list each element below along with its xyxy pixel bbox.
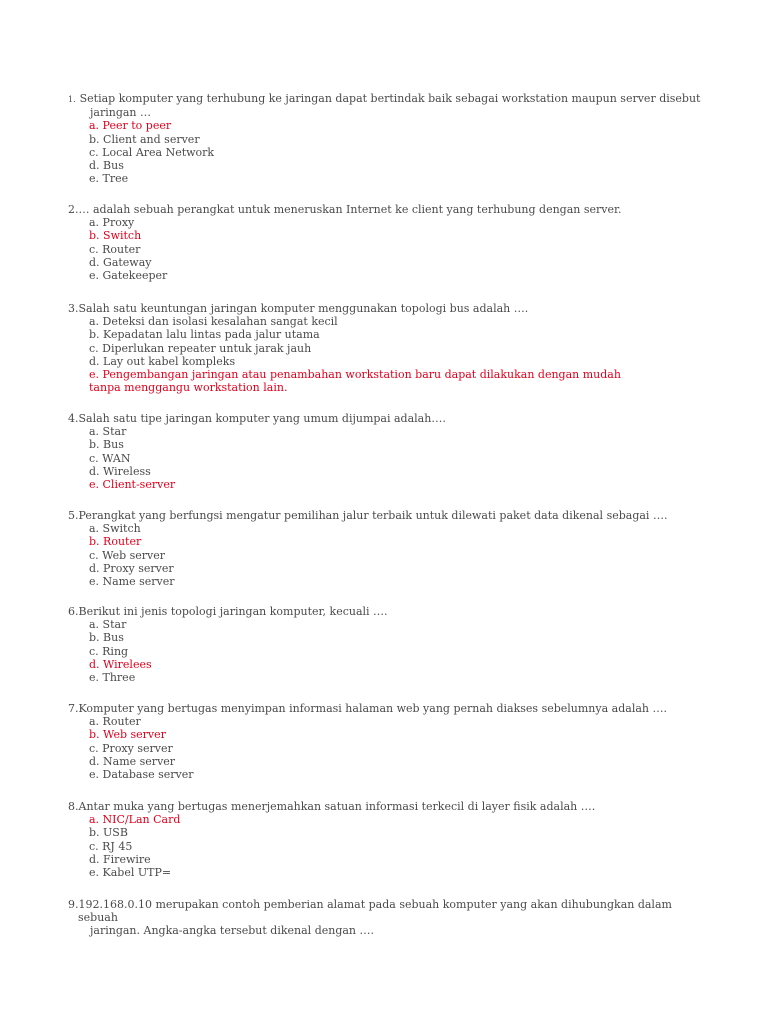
answer-option: d. Bus xyxy=(89,159,124,173)
question-text: … adalah sebuah perangkat untuk meneruskan Internet ke client yang terhubung dengan server. xyxy=(78,203,622,216)
answer-options xyxy=(68,425,708,491)
answer-option: c. Ring xyxy=(89,644,129,658)
question-text: Setiap komputer yang terhubung ke jaringan dapat bertindak baik sebagai workstation maupun server disebut xyxy=(79,92,701,105)
answer-option: d. Firewire xyxy=(89,852,151,866)
question-5 xyxy=(68,509,708,588)
answer-option: d. Proxy server xyxy=(89,561,174,575)
question-stem xyxy=(68,702,708,715)
question-number: 1. xyxy=(68,95,76,104)
answer-option: e. Three xyxy=(89,671,136,685)
question-text-continuation: jaringan. Angka-angka tersebut dikenal dengan …. xyxy=(90,924,375,938)
answer-option: c. WAN xyxy=(89,451,131,465)
answer-options xyxy=(68,119,708,185)
answer-option: c. RJ 45 xyxy=(89,839,133,853)
answer-option: a. Star xyxy=(89,425,127,439)
question-number: 7. xyxy=(68,702,79,715)
question-text: Salah satu keuntungan jaringan komputer menggunakan topologi bus adalah …. xyxy=(78,302,529,315)
question-stem xyxy=(68,800,708,813)
question-text-continuation: jaringan … xyxy=(90,106,152,120)
answer-option: c. Local Area Network xyxy=(89,145,215,159)
answer-option: e. Gatekeeper xyxy=(89,269,168,283)
answer-option: b. Bus xyxy=(89,631,124,645)
question-stem xyxy=(68,509,708,522)
answer-option: d. Name server xyxy=(89,754,176,768)
answer-option: e. Database server xyxy=(89,768,194,782)
answer-options xyxy=(68,813,708,879)
question-number: 2. xyxy=(68,203,79,216)
question-1 xyxy=(68,92,708,185)
question-6 xyxy=(68,605,708,684)
question-number: 3. xyxy=(68,302,79,315)
answer-option-correct: d. Wirelees xyxy=(89,657,152,671)
question-text: Salah satu tipe jaringan komputer yang umum dijumpai adalah…. xyxy=(78,412,446,425)
answer-option: e. Kabel UTP= xyxy=(89,866,172,880)
question-3 xyxy=(68,302,708,394)
answer-option: b. Client and server xyxy=(89,132,200,146)
answer-options xyxy=(68,522,708,588)
question-text: 192.168.0.10 merupakan contoh pemberian alamat pada sebuah komputer yang akan dihubungkan dalam sebuah xyxy=(78,898,672,925)
answer-option: b. Bus xyxy=(89,438,124,452)
answer-option: d. Lay out kabel kompleks xyxy=(89,354,236,368)
answer-option: a. Star xyxy=(89,618,127,632)
answer-option: c. Router xyxy=(89,242,141,256)
answer-option: c. Diperlukan repeater untuk jarak jauh xyxy=(89,341,312,355)
question-4 xyxy=(68,412,708,491)
question-8 xyxy=(68,800,708,879)
answer-option: d. Gateway xyxy=(89,255,152,269)
answer-options xyxy=(68,715,708,781)
question-number: 6. xyxy=(68,605,79,618)
answer-option: c. Proxy server xyxy=(89,741,173,755)
answer-options xyxy=(68,315,708,394)
answer-option: e. Name server xyxy=(89,575,175,589)
question-text: Berikut ini jenis topologi jaringan komputer, kecuali …. xyxy=(78,605,388,618)
question-number: 5. xyxy=(68,509,79,522)
question-7 xyxy=(68,702,708,781)
question-stem xyxy=(68,605,708,618)
question-9 xyxy=(68,898,708,938)
answer-option: b. USB xyxy=(89,826,128,840)
answer-option-correct: e. Client-server xyxy=(89,478,176,492)
question-text: Komputer yang bertugas menyimpan informasi halaman web yang pernah diakses sebelumnya adalah …. xyxy=(78,702,667,715)
answer-option-correct: b. Switch xyxy=(89,229,142,243)
answer-option-correct: a. NIC/Lan Card xyxy=(89,813,181,827)
answer-option-correct: e. Pengembangan jaringan atau penambahan workstation baru dapat dilakukan dengan mudah tanpa menggangu workstation lain. xyxy=(89,368,621,395)
question-stem xyxy=(68,898,708,938)
answer-option-correct: b. Web server xyxy=(89,728,166,742)
question-stem xyxy=(68,203,708,216)
answer-option: a. Router xyxy=(89,715,141,729)
question-number: 9. xyxy=(68,898,79,911)
answer-option: d. Wireless xyxy=(89,464,151,478)
question-number: 8. xyxy=(68,800,79,813)
question-text: Perangkat yang berfungsi mengatur pemilihan jalur terbaik untuk dilewati paket data dikenal sebagai …. xyxy=(78,509,668,522)
answer-option: a. Deteksi dan isolasi kesalahan sangat kecil xyxy=(89,315,338,329)
question-number: 4. xyxy=(68,412,79,425)
answer-option: c. Web server xyxy=(89,548,166,562)
question-stem xyxy=(68,412,708,425)
question-2 xyxy=(68,203,708,282)
answer-option: a. Switch xyxy=(89,522,141,536)
question-stem xyxy=(68,92,708,119)
question-text: Antar muka yang bertugas menerjemahkan satuan informasi terkecil di layer fisik adalah …. xyxy=(78,800,596,813)
question-stem xyxy=(68,302,708,315)
answer-options xyxy=(68,618,708,684)
answer-option: e. Tree xyxy=(89,172,129,186)
answer-option: b. Kepadatan lalu lintas pada jalur utama xyxy=(89,328,320,342)
answer-option-correct: a. Peer to peer xyxy=(89,119,172,133)
answer-options xyxy=(68,216,708,282)
answer-option: a. Proxy xyxy=(89,216,135,230)
answer-option-correct: b. Router xyxy=(89,535,142,549)
